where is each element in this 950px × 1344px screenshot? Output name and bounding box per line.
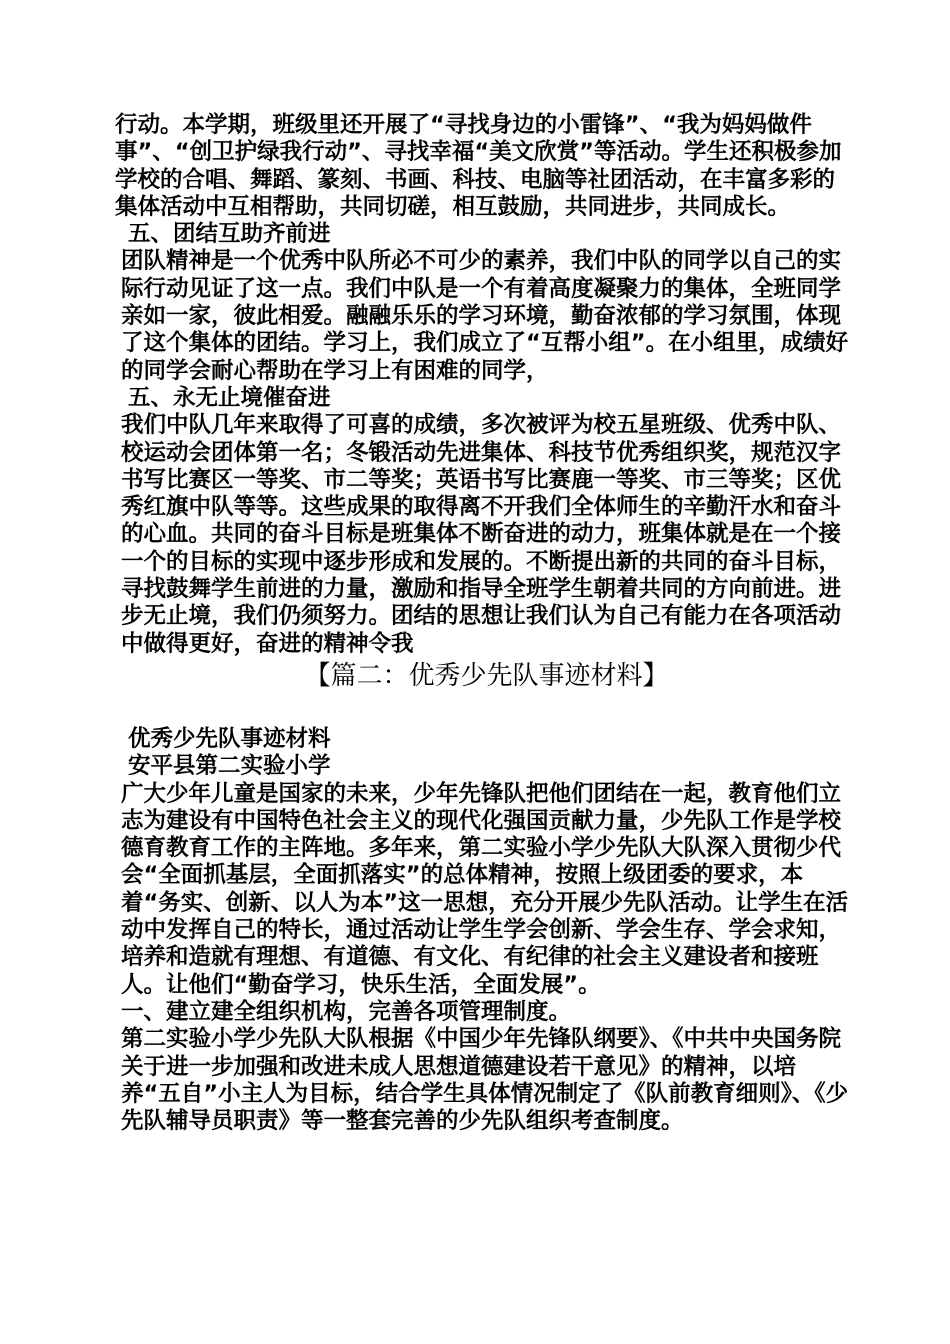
heading-unity: 五、团结互助齐前进 bbox=[128, 221, 331, 248]
document-title: 优秀少先队事迹材料 bbox=[128, 725, 331, 752]
heading-organization: 一、建立建全组织机构，完善各项管理制度。 bbox=[121, 998, 572, 1025]
document-page bbox=[115, 112, 850, 1135]
paragraph-intro: 广大少年儿童是国家的未来，少年先锋队把他们团结在一起，教育他们立志为建设有中国特色社会主义的现代化强国贡献力量，少先队工作是学校德育教育工作的主阵地。多年来，第二实验小学少先队大队深入贯彻少代会“全面抓基层，全面抓落实”的总体精神，按照上级团委的要求，本着“务实、创新、以人为本”这一思想，充分开展少先队活动。让学生在活动中发挥自己的特长，通过活动让学生学会创新、学会生存、学会求知，培养和造就有理想、有道德、有文化、有纪律的社会主义建设者和接班人。让他们“勤奋学习，快乐生活，全面发展”。 bbox=[121, 780, 849, 998]
section-title: 【篇二：优秀少先队事迹材料】 bbox=[304, 660, 669, 691]
paragraph-progress: 我们中队几年来取得了可喜的成绩，多次被评为校五星班级、优秀中队、校运动会团体第一名；冬锻活动先进集体、科技节优秀组织奖，规范汉字书写比赛区一等奖、市二等奖；英语书写比赛鹿一等奖、市三等奖；区优秀红旗中队等等。这些成果的取得离不开我们全体师生的辛勤汗水和奋斗的心血。共同的奋斗目标是班集体不断奋进的动力，班集体就是在一个接一个的目标的实现中逐步形成和发展的。不断提出新的共同的奋斗目标，寻找鼓舞学生前进的力量，激励和指导全班学生朝着共同的方向前进。进步无止境，我们仍须努力。团结的思想让我们认为自己有能力在各项活动中做得更好，奋进的精神令我 bbox=[121, 412, 842, 657]
heading-progress: 五、永无止境催奋进 bbox=[128, 384, 331, 411]
paragraph-organization: 第二实验小学少先队大队根据《中国少年先锋队纲要》、《中共中央国务院关于进一步加强和改进未成人思想道德建设若干意见》的精神，以培养“五自”小主人为目标，结合学生具体情况制定了《队前教育细则》、《少先队辅导员职责》等一整套完善的少先队组织考查制度。 bbox=[121, 1026, 849, 1135]
paragraph-activities: 行动。本学期，班级里还开展了“寻找身边的小雷锋”、“我为妈妈做件事”、“创卫护绿我行动”、寻找幸福“美文欣赏”等活动。学生还积极参加学校的合唱、舞蹈、篆刻、书画、科技、电脑等社团活动，在丰富多彩的集体活动中互相帮助，共同切磋，相互鼓励，共同进步，共同成长。 bbox=[115, 112, 842, 220]
school-name: 安平县第二实验小学 bbox=[128, 753, 331, 780]
paragraph-unity: 团队精神是一个优秀中队所必不可少的素养，我们中队的同学以自己的实际行动见证了这一点。我们中队是一个有着高度凝聚力的集体，全班同学亲如一家，彼此相爱。融融乐乐的学习环境，勤奋浓郁的学习氛围，体现了这个集体的团结。学习上，我们成立了“互帮小组”。在小组里，成绩好的同学会耐心帮助在学习上有困难的同学， bbox=[121, 248, 849, 384]
spacer bbox=[115, 693, 850, 726]
